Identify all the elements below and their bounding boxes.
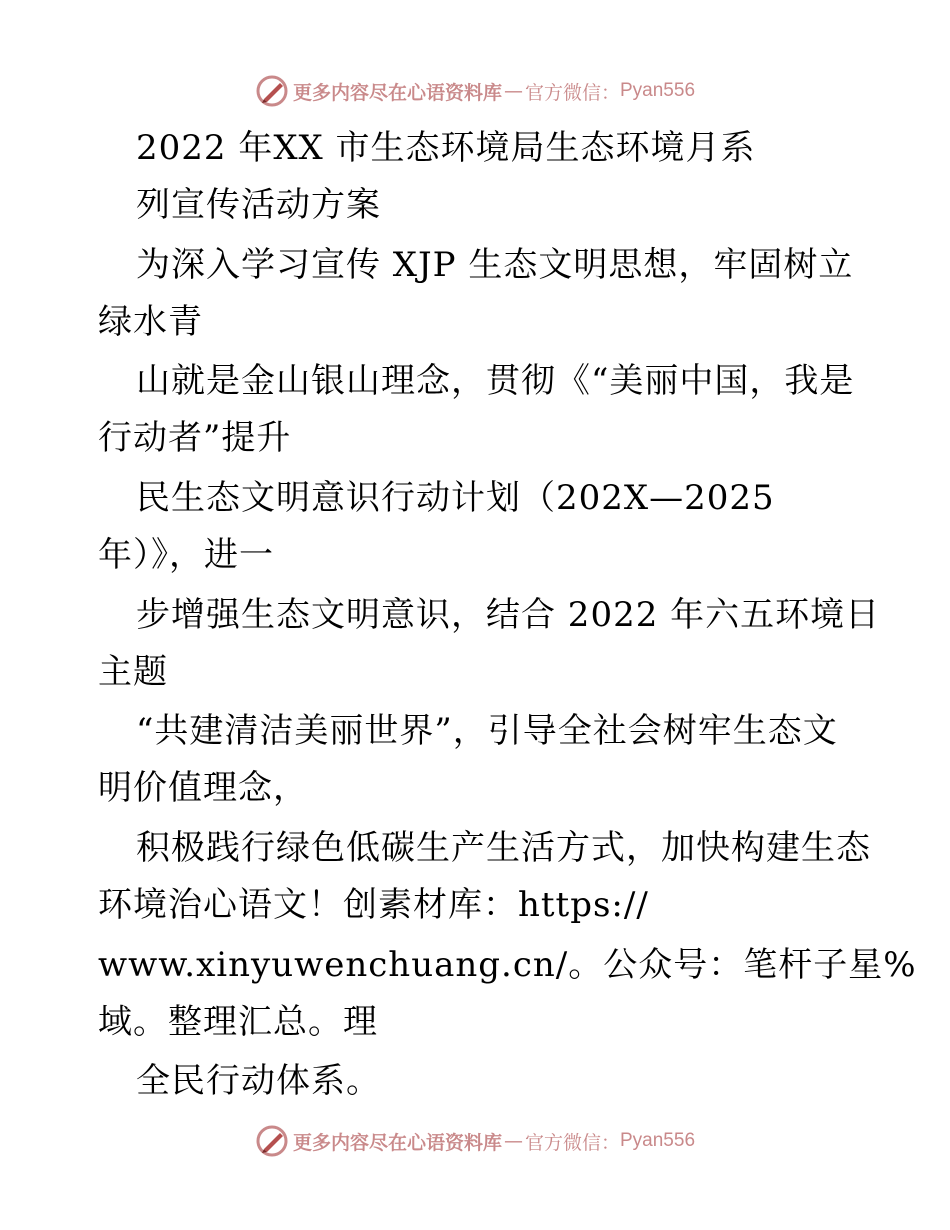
text-line-2: 列宣传活动方案 <box>136 185 381 225</box>
text-line-16: 域。整理汇总。理 <box>98 1002 378 1042</box>
pen-logo-icon <box>255 1124 289 1158</box>
text-line-6: 行动者”提升 <box>98 418 292 458</box>
text-line-13: 积极践行绿色低碳生产生活方式，加快构建生态 <box>136 828 871 868</box>
text-line-12: 明价值理念， <box>98 768 308 808</box>
pen-logo-icon <box>255 74 289 108</box>
text-line-7: 民生态文明意识行动计划（202X—2025 <box>136 478 775 518</box>
watermark-footer <box>0 1124 950 1158</box>
watermark-id: Pyan556 <box>620 1130 696 1151</box>
text-line-1: 2022 年XX 市生态环境局生态环境月系 <box>136 128 756 168</box>
text-line-11: “共建清洁美丽世界”，引导全社会树牢生态文 <box>136 711 838 751</box>
text-line-4: 绿水青 <box>98 302 203 342</box>
text-line-3: 为深入学习宣传 XJP 生态文明思想，牢固树立 <box>136 245 854 285</box>
text-line-9: 步增强生态文明意识，结合 2022 年六五环境日 <box>136 595 881 635</box>
watermark-dash: — <box>503 1130 523 1152</box>
text-line-14: 环境治心语文！创素材库：https:// <box>98 885 649 925</box>
watermark-sub-text: 官方微信： <box>524 1131 620 1154</box>
text-line-15: www.xinyuwenchuang.cn/。公众号：笔杆子星% <box>98 945 917 985</box>
watermark-id: Pyan556 <box>620 80 696 101</box>
text-line-17: 全民行动体系。 <box>136 1061 381 1101</box>
watermark-main-text: 更多内容尽在心语资料库 <box>292 81 502 104</box>
text-line-10: 主题 <box>98 652 168 692</box>
watermark-sub-text: 官方微信： <box>524 81 620 104</box>
text-line-8: 年）》，进一 <box>98 535 274 575</box>
text-line-5: 山就是金山银山理念，贯彻《“美丽中国，我是 <box>136 361 855 401</box>
watermark-header <box>0 74 950 108</box>
watermark-dash: — <box>503 80 523 102</box>
watermark-main-text: 更多内容尽在心语资料库 <box>292 1131 502 1154</box>
